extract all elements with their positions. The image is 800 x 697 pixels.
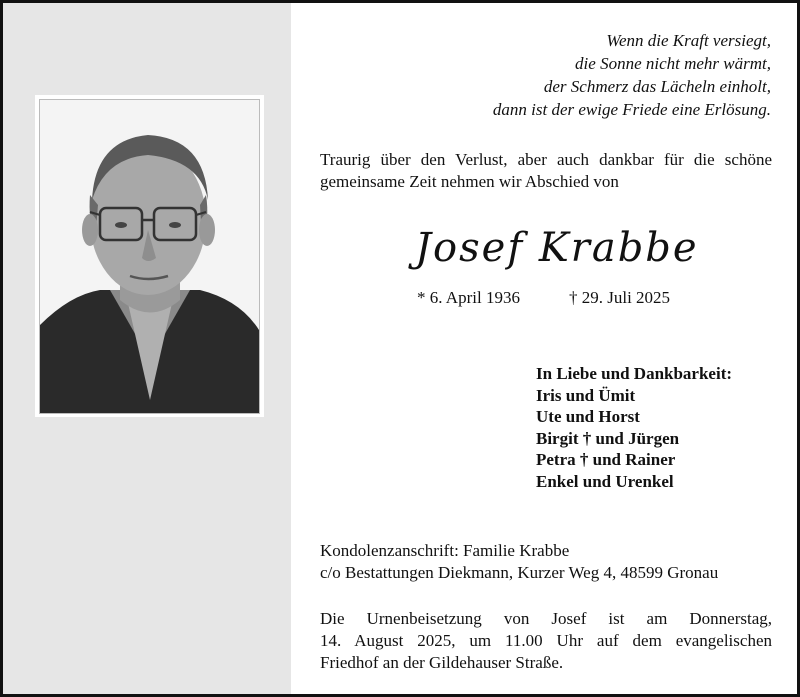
- portrait-photo: [39, 99, 260, 414]
- intro-line: Traurig über den Verlust, aber auch dankbar für die schöne: [320, 150, 772, 169]
- burial-line: Friedhof an der Gildehauser Straße.: [320, 653, 564, 672]
- poem-line: die Sonne nicht mehr wärmt,: [575, 54, 771, 73]
- condolence-address: [320, 540, 718, 584]
- left-grey-panel: [3, 3, 291, 694]
- poem-line: der Schmerz das Lächeln einholt,: [543, 77, 771, 96]
- family-list: [536, 363, 732, 492]
- birth-date: * 6. April 1936: [417, 288, 520, 307]
- death-date: † 29. Juli 2025: [569, 288, 671, 307]
- family-member: Birgit † und Jürgen: [536, 428, 680, 448]
- family-member: Iris und Ümit: [536, 385, 636, 405]
- family-heading: In Liebe und Dankbarkeit:: [536, 364, 733, 383]
- intro-line: gemeinsame Zeit nehmen wir Abschied von: [320, 172, 619, 191]
- family-member: Enkel und Urenkel: [536, 471, 674, 491]
- burial-info: [320, 608, 772, 674]
- family-member: Petra † und Rainer: [536, 450, 676, 469]
- poem-line: Wenn die Kraft versiegt,: [606, 31, 771, 50]
- poem-line: dann ist der ewige Friede eine Erlösung.: [492, 100, 771, 119]
- deceased-name: Josef Krabbe: [415, 225, 699, 271]
- burial-line: 14. August 2025, um 11.00 Uhr auf dem evangelischen: [320, 631, 772, 650]
- intro-text: [320, 149, 772, 193]
- portrait-illustration: [40, 100, 259, 413]
- poem: [493, 29, 771, 121]
- portrait-frame: [35, 95, 264, 417]
- condolence-line: Kondolenzanschrift: Familie Krabbe: [320, 541, 570, 560]
- burial-line: Die Urnenbeisetzung von Josef ist am Donnerstag,: [320, 609, 772, 628]
- family-member: Ute und Horst: [536, 407, 640, 426]
- condolence-line: c/o Bestattungen Diekmann, Kurzer Weg 4, 48599 Gronau: [320, 563, 719, 582]
